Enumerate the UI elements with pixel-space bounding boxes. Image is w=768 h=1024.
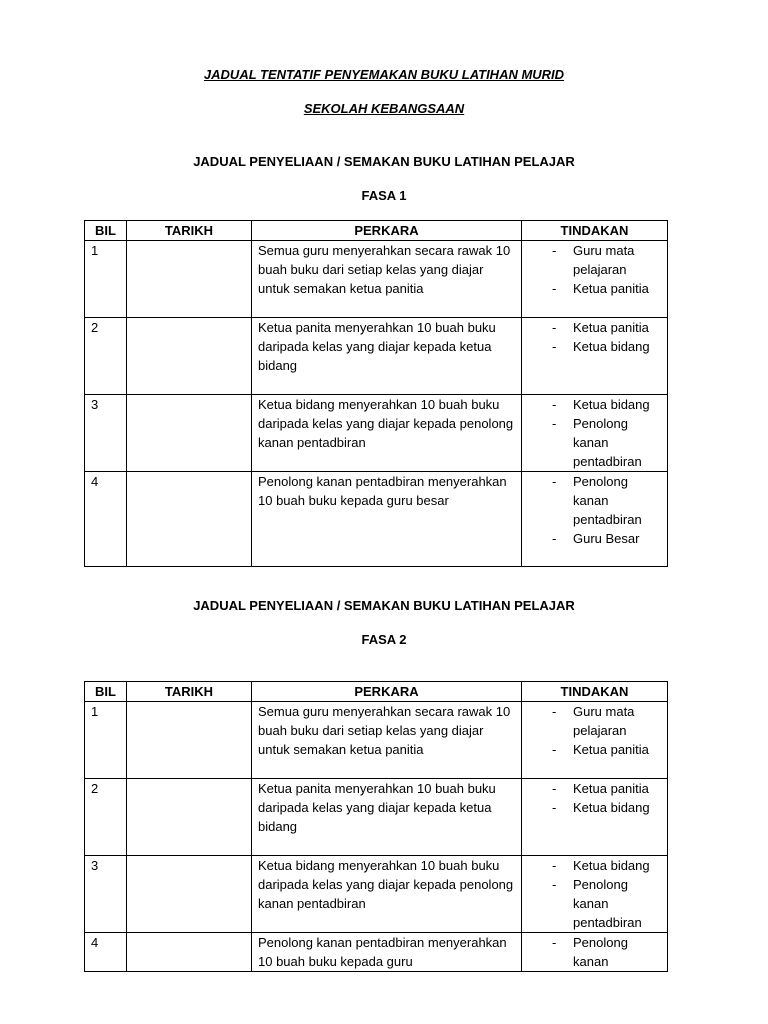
action-item: - Ketua panitia	[528, 318, 661, 337]
action-item: - Ketua panitia	[528, 740, 661, 759]
section-2-phase: FASA 2	[361, 632, 407, 647]
table-row	[85, 318, 668, 395]
action-item: - Penolong kanan pentadbiran	[528, 472, 661, 529]
column-header-perkara: PERKARA	[252, 682, 522, 702]
cell-perkara: Ketua bidang menyerahkan 10 buah buku daripada kelas yang diajar kepada penolong kanan pentadbiran	[252, 856, 522, 933]
action-item: - Guru mata pelajaran	[528, 241, 661, 279]
cell-bil: 2	[85, 779, 127, 856]
cell-tindakan	[522, 933, 668, 972]
column-header-tarikh: TARIKH	[127, 682, 252, 702]
cell-perkara: Semua guru menyerahkan secara rawak 10 buah buku dari setiap kelas yang diajar untuk semakan ketua panitia	[252, 241, 522, 318]
cell-perkara: Ketua panita menyerahkan 10 buah buku daripada kelas yang diajar kepada ketua bidang	[252, 779, 522, 856]
cell-tarikh	[127, 318, 252, 395]
cell-perkara: Semua guru menyerahkan secara rawak 10 buah buku dari setiap kelas yang diajar untuk semakan ketua panitia	[252, 702, 522, 779]
cell-tarikh	[127, 472, 252, 567]
cell-perkara: Ketua panita menyerahkan 10 buah buku daripada kelas yang diajar kepada ketua bidang	[252, 318, 522, 395]
cell-tarikh	[127, 395, 252, 472]
schedule-table-fasa-1	[84, 220, 668, 567]
schedule-table-fasa-2	[84, 681, 668, 972]
cell-bil: 4	[85, 933, 127, 972]
cell-tindakan	[522, 395, 668, 472]
cell-bil: 4	[85, 472, 127, 567]
action-item: - Penolong kanan	[528, 933, 661, 971]
cell-tarikh	[127, 779, 252, 856]
action-item: - Penolong kanan pentadbiran	[528, 875, 661, 932]
column-header-tarikh: TARIKH	[127, 221, 252, 241]
table-header-row	[85, 682, 668, 702]
column-header-perkara: PERKARA	[252, 221, 522, 241]
cell-tindakan	[522, 779, 668, 856]
table-header-row	[85, 221, 668, 241]
table-row	[85, 241, 668, 318]
section-2-heading: JADUAL PENYELIAAN / SEMAKAN BUKU LATIHAN PELAJAR	[193, 598, 575, 613]
table-row	[85, 933, 668, 972]
cell-tarikh	[127, 702, 252, 779]
action-item: - Ketua bidang	[528, 395, 661, 414]
action-item: - Ketua panitia	[528, 779, 661, 798]
action-item: - Ketua bidang	[528, 856, 661, 875]
school-name: SEKOLAH KEBANGSAAN	[303, 101, 465, 116]
cell-bil: 3	[85, 856, 127, 933]
cell-perkara: Penolong kanan pentadbiran menyerahkan 10 buah buku kepada guru	[252, 933, 522, 972]
action-item: - Guru Besar	[528, 529, 661, 548]
section-1-phase: FASA 1	[361, 188, 407, 203]
cell-tindakan	[522, 856, 668, 933]
action-item: - Ketua panitia	[528, 279, 661, 298]
action-item: - Penolong kanan pentadbiran	[528, 414, 661, 471]
section-1-heading: JADUAL PENYELIAAN / SEMAKAN BUKU LATIHAN PELAJAR	[193, 154, 575, 169]
action-item: - Ketua bidang	[528, 337, 661, 356]
cell-bil: 1	[85, 241, 127, 318]
cell-tindakan	[522, 318, 668, 395]
table-row	[85, 395, 668, 472]
cell-tarikh	[127, 856, 252, 933]
cell-bil: 2	[85, 318, 127, 395]
cell-tarikh	[127, 933, 252, 972]
table-row	[85, 779, 668, 856]
cell-tindakan	[522, 702, 668, 779]
action-item: - Ketua bidang	[528, 798, 661, 817]
column-header-tindakan: TINDAKAN	[522, 221, 668, 241]
column-header-bil: BIL	[85, 221, 127, 241]
column-header-tindakan: TINDAKAN	[522, 682, 668, 702]
table-row	[85, 472, 668, 567]
table-row	[85, 702, 668, 779]
cell-perkara: Penolong kanan pentadbiran menyerahkan 10 buah buku kepada guru besar	[252, 472, 522, 567]
cell-tindakan	[522, 472, 668, 567]
cell-bil: 3	[85, 395, 127, 472]
table-row	[85, 856, 668, 933]
cell-tindakan	[522, 241, 668, 318]
cell-perkara: Ketua bidang menyerahkan 10 buah buku daripada kelas yang diajar kepada penolong kanan pentadbiran	[252, 395, 522, 472]
action-item: - Guru mata pelajaran	[528, 702, 661, 740]
document-title: JADUAL TENTATIF PENYEMAKAN BUKU LATIHAN MURID	[203, 67, 565, 82]
cell-tarikh	[127, 241, 252, 318]
column-header-bil: BIL	[85, 682, 127, 702]
cell-bil: 1	[85, 702, 127, 779]
